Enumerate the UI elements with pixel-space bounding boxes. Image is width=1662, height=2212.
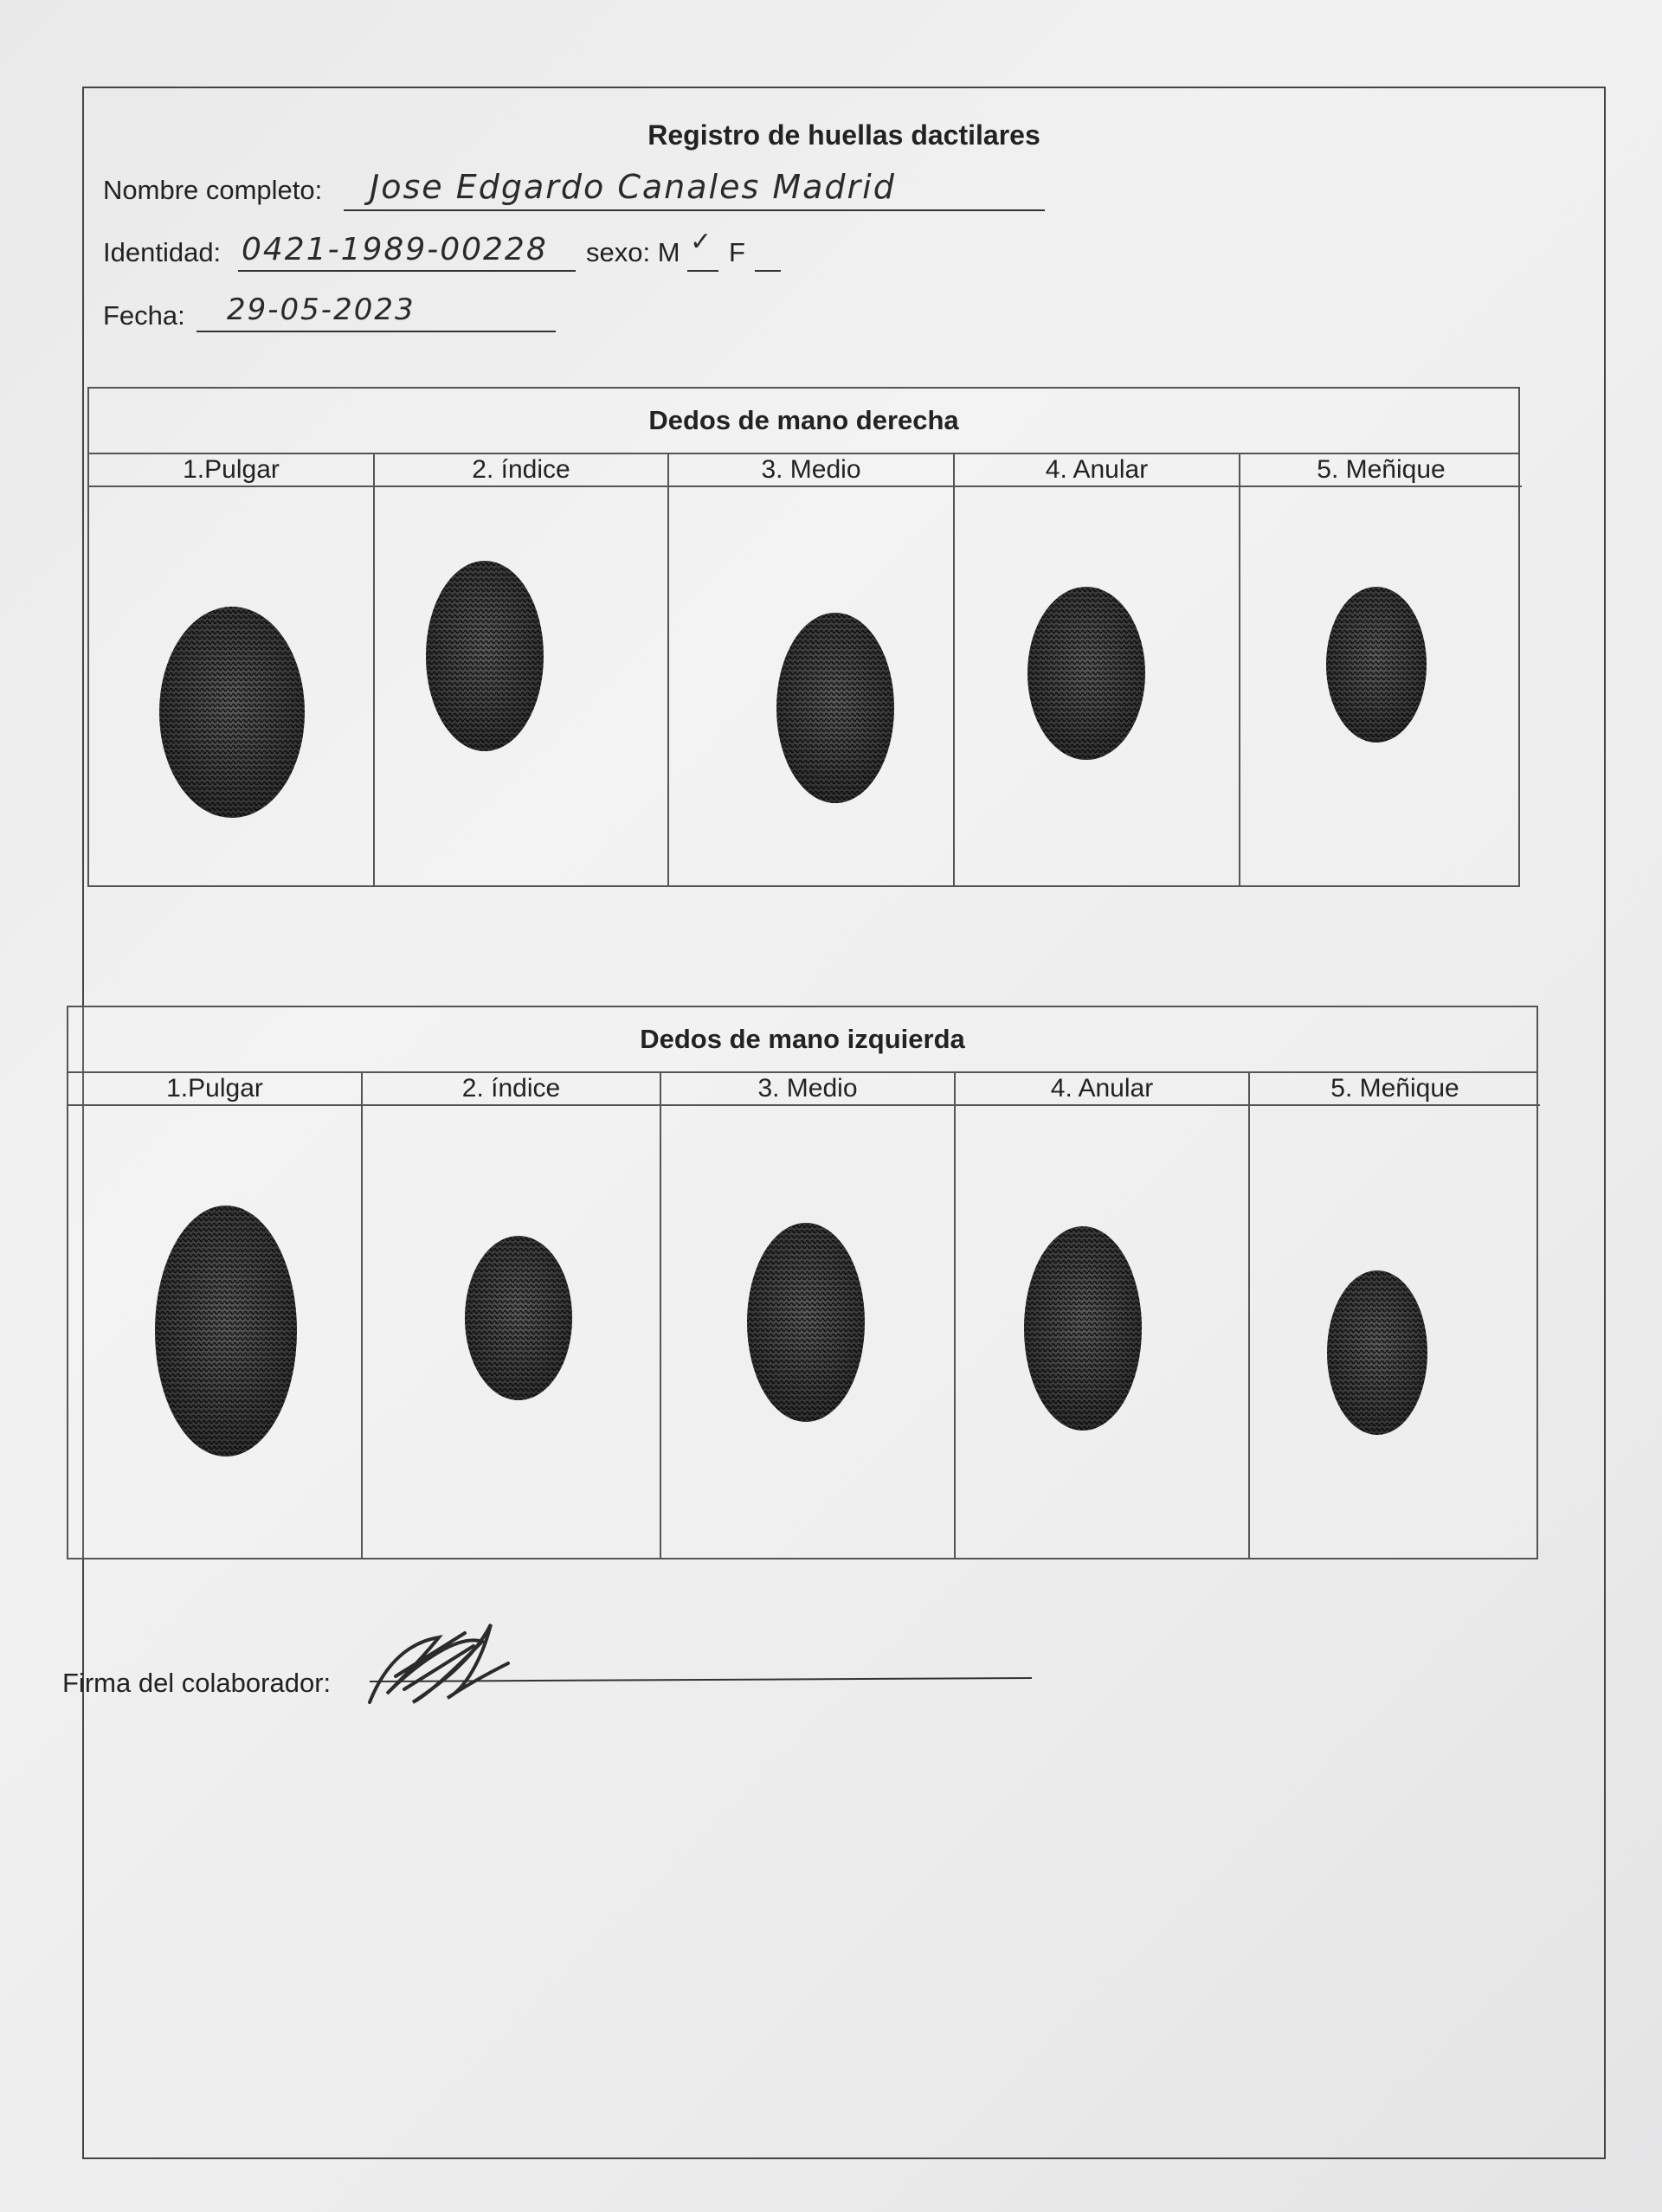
signature-scribble	[361, 1607, 517, 1720]
signature-label: Firma del colaborador:	[62, 1668, 332, 1698]
fingerprint-image	[462, 1231, 575, 1405]
left-finger-label: 3. Medio	[661, 1071, 954, 1106]
date-label: Fecha:	[103, 300, 185, 331]
fingerprint-image	[773, 608, 899, 807]
sex-m-underline	[687, 270, 718, 272]
right-finger-cell	[669, 453, 955, 885]
name-label: Nombre completo:	[103, 175, 323, 205]
sex-f-underline	[755, 270, 781, 272]
left-finger-cell	[661, 1071, 956, 1558]
fingerprint-image	[422, 556, 548, 756]
id-label: Identidad:	[103, 237, 222, 267]
right-finger-label: 3. Medio	[669, 453, 953, 487]
right-finger-cell	[375, 453, 669, 885]
id-underline	[238, 270, 576, 272]
right-finger-label: 1.Pulgar	[89, 453, 373, 487]
left-finger-cell	[956, 1071, 1250, 1558]
name-value: Jose Edgardo Canales Madrid	[370, 168, 896, 206]
left-finger-cell	[1250, 1071, 1540, 1558]
left-finger-label: 5. Meñique	[1250, 1071, 1540, 1106]
form-sheet	[62, 87, 1606, 2159]
right-hand-table	[87, 387, 1520, 887]
right-finger-cell	[89, 453, 375, 885]
sex-label: sexo: M	[586, 237, 680, 267]
fingerprint-image	[1323, 582, 1431, 747]
right-finger-label: 4. Anular	[955, 453, 1239, 487]
left-finger-cell	[68, 1071, 363, 1558]
date-underline	[196, 331, 556, 332]
left-finger-label: 4. Anular	[956, 1071, 1248, 1106]
right-finger-label: 5. Meñique	[1240, 453, 1522, 487]
fingerprint-image	[1021, 1223, 1146, 1435]
right-finger-cell	[1240, 453, 1522, 885]
form-title: Registro de huellas dactilares	[647, 119, 1040, 151]
left-finger-label: 2. índice	[363, 1071, 660, 1106]
fingerprint-image	[744, 1219, 869, 1426]
left-finger-cell	[363, 1071, 661, 1558]
right-finger-cell	[955, 453, 1240, 885]
fingerprint-image	[154, 604, 310, 820]
sex-f-label: F	[729, 237, 745, 267]
right-hand-title: Dedos de mano derecha	[89, 389, 1518, 454]
right-finger-label: 2. índice	[375, 453, 667, 487]
fingerprint-image	[151, 1201, 302, 1461]
left-finger-label: 1.Pulgar	[68, 1071, 361, 1106]
name-underline	[344, 209, 1045, 211]
id-value: 0421-1989-00228	[242, 232, 548, 267]
fingerprint-image	[1024, 582, 1150, 764]
left-hand-table	[67, 1006, 1538, 1559]
sex-m-check: ✓	[690, 227, 714, 257]
date-value: 29-05-2023	[227, 293, 416, 327]
fingerprint-image	[1324, 1266, 1432, 1439]
left-hand-title: Dedos de mano izquierda	[68, 1007, 1536, 1073]
